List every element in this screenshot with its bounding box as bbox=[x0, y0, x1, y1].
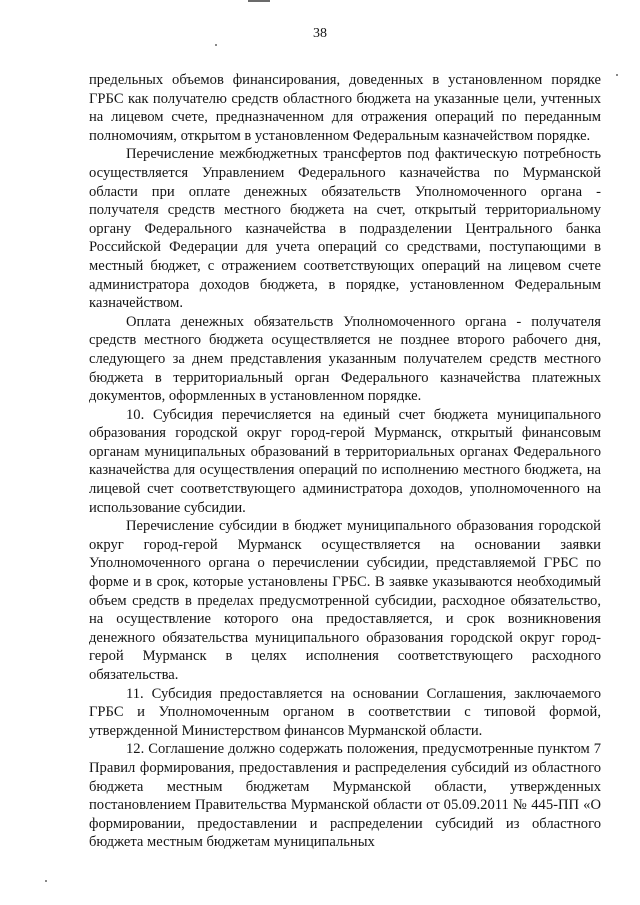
scan-artifact-dot bbox=[45, 880, 47, 882]
paragraph-transfer-payment: Перечисление межбюджетных трансфертов под фактическую потребность осуществляется Управлением Федерального казначейства по Мурманской области при оплате денежных обязательств Уполномоченного органа - получателя средств местного бюджета на счет, открытый территориальному органу Федерального казначейства в подразделении Центрального банка Российской Федерации для учета операций со средствами, поступающими в местный бюджет, с отражением соответствующих операций на лицевом счете администратора доходов бюджета, в порядке, установленном Федеральным казначейством. bbox=[89, 146, 601, 312]
scan-artifact-mark bbox=[248, 0, 270, 2]
paragraph-item-11: 11. Субсидия предоставляется на основании Соглашения, заключаемого ГРБС и Уполномоченным органом в соответствии с типовой формой, утвержденной Министерством финансов Мурманской области. bbox=[89, 685, 601, 739]
paragraph-continuation: предельных объемов финансирования, доведенных в установленном порядке ГРБС как получателю средств областного бюджета на указанные цели, учтенных на лицевом счете, предназначенном для отражения операций по переданным полномочиям, открытом в установленном Федеральным казначейством порядке. bbox=[89, 72, 601, 144]
page-number: 38 bbox=[313, 26, 327, 41]
scan-artifact-dot bbox=[215, 44, 217, 46]
paragraph-item-12: 12. Соглашение должно содержать положения, предусмотренные пунктом 7 Правил формирования, предоставления и распределения субсидий из областного бюджета местным бюджетам Мурманской области, утвержденных постановлением Правительства Мурманской области от 05.09.2011 № 445-ПП «О формировании, предоставлении и распределении субсидий из областного бюджета местным бюджетам муниципальных bbox=[89, 741, 601, 851]
document-body bbox=[89, 71, 601, 852]
paragraph-item-10: 10. Субсидия перечисляется на единый счет бюджета муниципального образования городской округ город-герой Мурманск, открытый финансовым органам муниципальных образований в территориальных органах Федерального казначейства для осуществления операций по исполнению местного бюджета, на лицевой счет соответствующего администратора доходов, уполномоченного на использование субсидии. bbox=[89, 406, 601, 516]
paragraph-payment-obligations: Оплата денежных обязательств Уполномоченного органа - получателя средств местного бюджета осуществляется не позднее второго рабочего дня, следующего за днем представления указанным получателем средств местного бюджета в территориальный орган Федерального казначейства платежных документов, оформленных в установленном порядке. bbox=[89, 313, 601, 405]
scan-artifact-dot bbox=[616, 74, 618, 76]
paragraph-subsidy-transfer-request: Перечисление субсидии в бюджет муниципального образования городской округ город-герой Мурманск осуществляется на основании заявки Уполномоченного органа о перечислении субсидии, представляемой ГРБС по форме и в срок, которые установлены ГРБС. В заявке указываются необходимый объем средств в пределах предусмотренной субсидии, расходное обязательство, на осуществление которого она предоставляется, и срок возникновения денежного обязательства муниципального образования городской округ город-герой Мурманск в целях исполнения соответствующего расходного обязательства. bbox=[89, 518, 601, 683]
